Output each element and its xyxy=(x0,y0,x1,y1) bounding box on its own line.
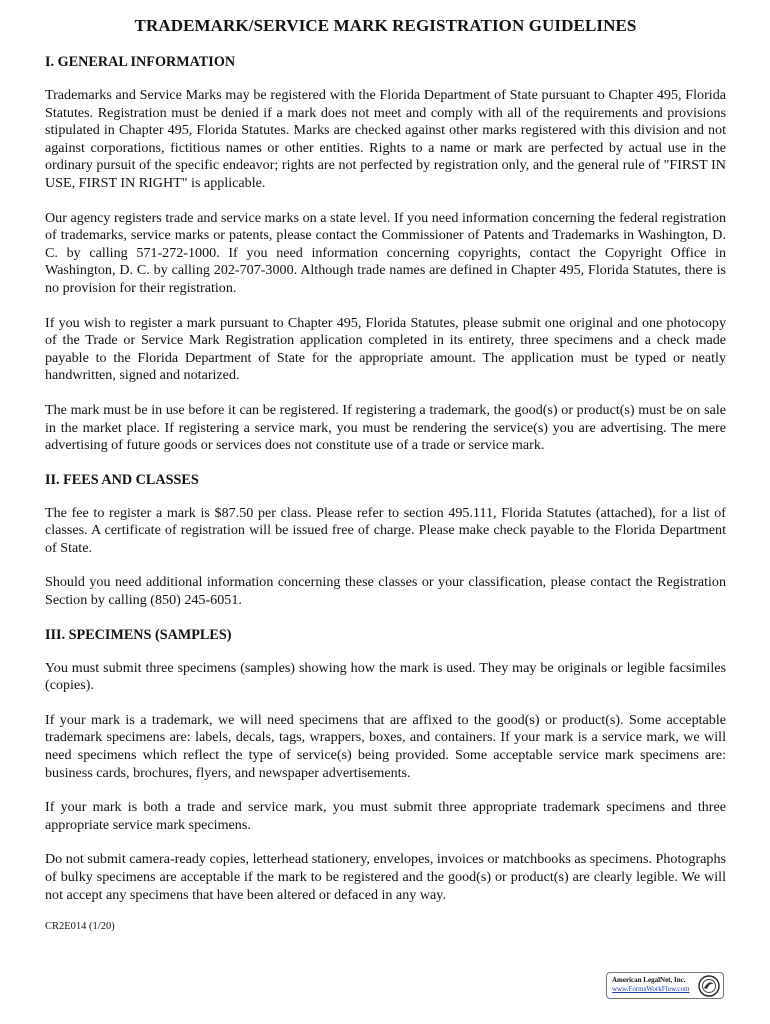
section-heading-specimens: III. SPECIMENS (SAMPLES) xyxy=(45,626,232,643)
paragraph-specimens-2: If your mark is a trademark, we will need specimens that are affixed to the good(s) or product(s). Some acceptable trademark specimens are: labels, decals, tags, wrappers, boxes, and containers. If your mark is a service mark, we will need specimens which reflect the type of service(s) being provided. Some acceptable service mark specimens are: business cards, brochures, flyers, and newspaper advertisements. xyxy=(45,711,726,781)
document-page xyxy=(45,16,726,932)
section-heading-general-information: I. GENERAL INFORMATION xyxy=(45,54,236,70)
form-code: CR2E014 (1/20) xyxy=(45,921,115,933)
paragraph-general-2: Our agency registers trade and service marks on a state level. If you need information concerning the federal registration of trademarks, service marks or patents, please contact the Commissioner of Patents and Trademarks in Washington, D. C. by calling 571-272-1000. If you need information concerning copyrights, contact the Copyright Office in Washington, D. C. by calling 202-707-3000. Although trade names are defined in Chapter 495, Florida Statutes, there is no provision for their registration. xyxy=(45,209,726,296)
paragraph-specimens-1: You must submit three specimens (samples) showing how the mark is used. They may be originals or legible facsimiles (copies). xyxy=(45,659,726,694)
document-title: TRADEMARK/SERVICE MARK REGISTRATION GUIDELINES xyxy=(134,16,637,35)
paragraph-general-1: Trademarks and Service Marks may be registered with the Florida Department of State pursuant to Chapter 495, Florida Statutes. Registration must be denied if a mark does not meet and comply with all of the requirements and provisions stipulated in Chapter 495, Florida Statutes. Marks are checked against other marks registered with this division and not against corporations, fictitious names or other entities. Rights to a name or mark are perfected by actual use in the ordinary pursuit of the specific endeavor; rights are not perfected by registration only, and the general rule of "FIRST IN USE, FIRST IN RIGHT" is applicable. xyxy=(45,87,726,191)
paragraph-specimens-3: If your mark is both a trade and service mark, you must submit three appropriate trademark specimens and three appropriate service mark specimens. xyxy=(45,799,726,833)
paragraph-general-3: If you wish to register a mark pursuant to Chapter 495, Florida Statutes, please submit one original and one photocopy of the Trade or Service Mark Registration application completed in its entirety, three specimens and a check made payable to the Florida Department of State for the appropriate amount. The application must be typed or neatly handwritten, signed and notarized. xyxy=(45,314,726,384)
publisher-url-link[interactable]: www.FormsWorkFlow.com xyxy=(612,985,690,993)
publisher-company: American LegalNet, Inc. xyxy=(612,976,686,984)
paragraph-fees-2: Should you need additional information concerning these classes or your classification, please contact the Registration Section by calling (850) 245-6051. xyxy=(45,574,726,609)
paragraph-general-4: The mark must be in use before it can be registered. If registering a trademark, the good(s) or product(s) must be on sale in the market place. If registering a service mark, you must be rendering the service(s) you are advertising. The mere advertising of future goods or services does not constitute use of a trade or service mark. xyxy=(45,401,726,454)
publisher-badge[interactable] xyxy=(606,972,724,999)
section-heading-fees-and-classes: II. FEES AND CLASSES xyxy=(45,471,199,488)
legalnet-logo-icon xyxy=(698,975,720,997)
paragraph-fees-1: The fee to register a mark is $87.50 per class. Please refer to section 495.111, Florida Statutes (attached), for a list of classes. A certificate of registration will be issued free of charge. Please make check payable to the Florida Department of State. xyxy=(45,504,726,556)
paragraph-specimens-4: Do not submit camera-ready copies, letterhead stationery, envelopes, invoices or matchbooks as specimens. Photographs of bulky specimens are acceptable if the mark to be registered and the good(s) or product(s) are clearly legible. We will not accept any specimens that have been altered or defaced in any way. xyxy=(45,851,726,903)
